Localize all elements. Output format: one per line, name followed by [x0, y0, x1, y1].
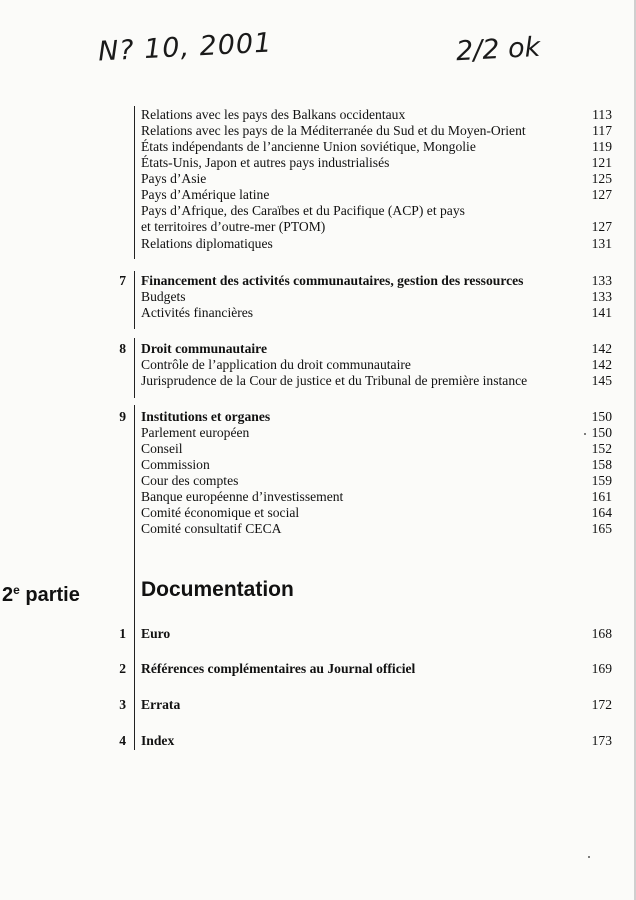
part-title: Documentation [141, 578, 294, 601]
toc-entry-title: Relations diplomatiques [141, 236, 273, 251]
toc-entry-title: Institutions et organes [141, 409, 271, 424]
toc-entry-title: Errata [141, 697, 181, 712]
toc-entry[interactable] [141, 155, 612, 171]
toc-entry-title: Pays d’Afrique, des Caraïbes et du Pacifique (ACP) et pays [141, 203, 465, 218]
section-number: 9 [119, 409, 126, 424]
toc-entry-page: 173 [591, 733, 612, 748]
toc-entry-title: Parlement européen [141, 425, 250, 440]
part-label-word: partie [19, 584, 80, 606]
toc-entry-title: Pays d’Asie [141, 171, 207, 186]
toc-entry[interactable] [141, 425, 612, 441]
toc-entry-page: 168 [591, 626, 612, 641]
toc-entry-title: et territoires d’outre-mer (PTOM) [141, 219, 326, 234]
toc-section-heading[interactable] [141, 626, 612, 642]
toc-entry[interactable] [141, 236, 612, 252]
toc-entry-title: États-Unis, Japon et autres pays industrialisés [141, 155, 390, 170]
part-label-ordinal: e [13, 583, 20, 597]
item-number: 2 [119, 661, 126, 676]
toc-entry-title: États indépendants de l’ancienne Union soviétique, Mongolie [141, 139, 476, 154]
handwritten-issue-note: N? 10, 2001 [97, 27, 274, 68]
toc-entry-page: 127 [591, 187, 612, 202]
toc-entry-page: 127 [591, 219, 612, 234]
toc-entry-title: Droit communautaire [141, 341, 267, 356]
toc-entry-page: 142 [591, 357, 612, 372]
toc-entry-page: 141 [591, 305, 612, 320]
toc-entry[interactable] [141, 489, 612, 505]
part-label-number: 2 [2, 584, 14, 606]
toc-entry-title: Comité économique et social [141, 505, 300, 520]
toc-section-heading[interactable] [141, 273, 612, 289]
toc-entry-title: Banque européenne d’investissement [141, 489, 344, 504]
scan-speck [584, 433, 586, 435]
toc-entry-title: Jurisprudence de la Cour de justice et du Tribunal de première instance [141, 373, 528, 388]
toc-entry-title: Pays d’Amérique latine [141, 187, 270, 202]
toc-entry-page: 161 [591, 489, 612, 504]
toc-entry-page: 113 [592, 107, 612, 122]
toc-entry[interactable] [141, 305, 612, 321]
toc-entry-page: 169 [591, 661, 612, 676]
toc-section-heading[interactable] [141, 341, 612, 357]
toc-entry[interactable] [141, 289, 612, 305]
toc-entry-title: Conseil [141, 441, 183, 456]
toc-entry-page: 172 [591, 697, 612, 712]
toc-entry-page: 131 [591, 236, 612, 251]
toc-entry-page: 133 [591, 273, 612, 288]
toc-section-heading[interactable] [141, 661, 612, 677]
toc-entry-page: 121 [591, 155, 612, 170]
toc-entry-page: 133 [591, 289, 612, 304]
divider-line [134, 338, 135, 398]
item-number: 1 [119, 626, 126, 641]
section-number: 7 [119, 273, 126, 288]
toc-entry-page: 125 [591, 171, 612, 186]
toc-entry-title: Index [141, 733, 175, 748]
scan-speck [588, 856, 590, 858]
toc-section-heading[interactable] [141, 733, 612, 749]
toc-entry-title: Relations avec les pays de la Méditerranée du Sud et du Moyen-Orient [141, 123, 526, 138]
toc-entry-page: 164 [591, 505, 612, 520]
toc-entry[interactable] [141, 373, 612, 389]
toc-entry[interactable] [141, 473, 612, 489]
toc-entry-title: Cour des comptes [141, 473, 239, 488]
toc-entry-title: Commission [141, 457, 210, 472]
toc-entry-title: Financement des activités communautaires, gestion des ressources [141, 273, 524, 288]
toc-entry[interactable] [141, 505, 612, 521]
toc-entry[interactable] [141, 521, 612, 537]
part-label [2, 577, 80, 608]
toc-entry-title: Euro [141, 626, 171, 641]
toc-entry[interactable] [141, 123, 612, 139]
item-number: 4 [119, 733, 126, 748]
toc-entry-title: Relations avec les pays des Balkans occidentaux [141, 107, 406, 122]
toc-entry-page: 165 [591, 521, 612, 536]
item-number: 3 [119, 697, 126, 712]
toc-entry[interactable] [141, 219, 612, 235]
toc-entry-page: 158 [591, 457, 612, 472]
toc-entry[interactable] [141, 187, 612, 203]
toc-entry-title: Contrôle de l’application du droit communautaire [141, 357, 411, 372]
toc-entry[interactable] [141, 107, 612, 123]
toc-entry-page: 142 [591, 341, 612, 356]
divider-line [134, 405, 135, 750]
toc-entry-title: Budgets [141, 289, 186, 304]
toc-entry[interactable] [141, 457, 612, 473]
toc-entry[interactable] [141, 139, 612, 155]
toc-entry-title: Activités financières [141, 305, 254, 320]
toc-entry-page: 150 [591, 425, 612, 440]
toc-section-heading[interactable] [141, 409, 612, 425]
toc-section-heading[interactable] [141, 697, 612, 713]
handwritten-check-note: 2/2 ok [455, 31, 541, 68]
toc-entry-title: Références complémentaires au Journal officiel [141, 661, 416, 676]
toc-entry-page: 159 [591, 473, 612, 488]
toc-entry-page: 117 [592, 123, 612, 138]
toc-entry-page: 152 [591, 441, 612, 456]
divider-line [134, 106, 135, 259]
section-number: 8 [119, 341, 126, 356]
toc-entry[interactable] [141, 441, 612, 457]
toc-entry-page: 145 [591, 373, 612, 388]
toc-entry[interactable] [141, 357, 612, 373]
toc-entry-page: 150 [591, 409, 612, 424]
divider-line [134, 271, 135, 329]
toc-entry-title: Comité consultatif CECA [141, 521, 282, 536]
toc-entry[interactable] [141, 171, 612, 187]
toc-entry-page: 119 [592, 139, 612, 154]
toc-entry[interactable] [141, 203, 612, 219]
